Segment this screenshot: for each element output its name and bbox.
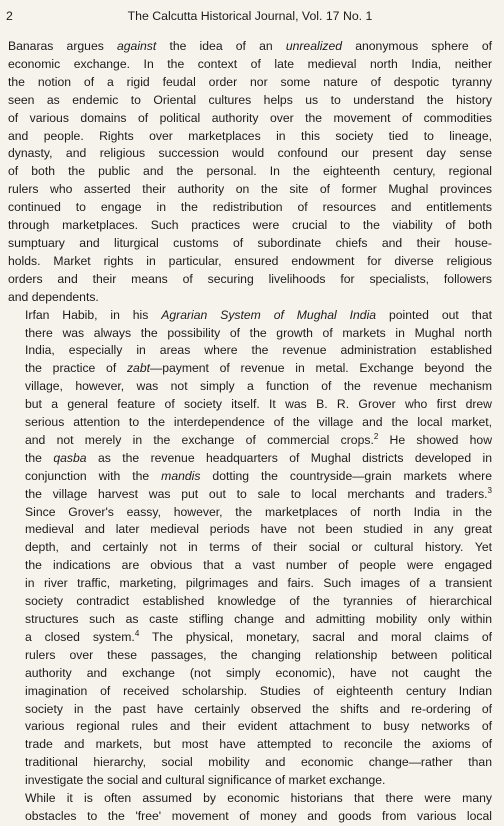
text-line [8,665,492,683]
italic-term: qasba [53,450,87,465]
text-line [8,647,492,665]
text-line [8,790,492,808]
text-run: investigate the social and cultural significance of market exchange. [25,773,386,788]
text-line [8,145,492,163]
paragraph [8,790,492,826]
text-run: medieval and later medieval periods have not been studied in any great [25,522,492,537]
text-line [8,217,492,235]
text-line [8,808,492,826]
text-run: the indications are obvious that a vast number of people were engaged [25,558,492,573]
text-line [8,575,492,593]
text-run: Banaras argues [8,39,117,53]
italic-term: against [116,39,157,53]
text-line [8,360,492,378]
text-line [8,163,492,181]
text-run: conjunction with the [25,468,162,483]
text-run: While it is often assumed by economic historians that there were many [25,791,492,806]
text-run: in river traffic, marketing, pilgrimages and fairs. Such images of a transient [25,576,492,591]
text-run: seen as endemic to Oriental cultures helps us to understand the history [8,92,492,107]
text-run: and dependents. [8,289,99,304]
text-run: imagination of received scholarship. Studies of eighteenth century Indian [25,683,492,698]
text-run: society contradict established knowledge of the tyrannies of hierarchical [25,594,492,609]
text-line [8,504,492,522]
text-run: —payment of revenue in metal. Exchange beyond the [150,361,492,376]
text-run: continued to engage in the redistribution of resources and entitlements [8,200,492,215]
text-run: a closed system. [25,629,135,644]
text-line [8,128,492,146]
text-run: village, however, was not simply a function of the revenue mechanism [25,379,492,394]
text-line [8,557,492,575]
text-line [8,307,492,325]
text-run: The physical, monetary, sacral and moral claims of [139,629,493,644]
text-run: various regional rules and their evident attachment to busy networks of [25,719,492,734]
text-line [8,593,492,611]
text-line [8,271,492,289]
text-run: rulers over these passages, the changing relationship between political [25,647,492,662]
text-run: He showed how [378,432,492,447]
text-line [8,92,492,110]
text-run: the village harvest was put out to sale to local merchants and traders. [25,486,488,501]
text-line [8,74,492,92]
text-run: society in the past have certainly observed the shifts and re-ordering of [25,701,492,716]
text-line [8,432,492,450]
text-run: economic exchange. In the context of late medieval north India, neither [8,56,492,71]
text-line [8,396,492,414]
text-run: Since Grover's eassy, however, the marketplaces of north India in the [25,504,492,519]
text-line [8,414,492,432]
text-run: structures such as caste stifling change and admitting mobility only within [25,612,492,626]
text-line [8,772,492,790]
text-run: rulers who asserted their authority on the site of former Mughal provinces [8,182,492,197]
italic-term: unrealized [285,39,343,53]
text-line [8,736,492,754]
text-line [8,235,492,253]
text-run: trade and markets, but most have attempted to reconcile the axioms of [25,737,492,752]
text-run: depth, and certainly not in terms of their social or cultural history. Yet [25,540,492,555]
text-run: anonymous sphere of [342,39,492,53]
italic-term: mandis [161,468,201,483]
text-line [8,181,492,199]
text-run: holds. Market rights in particular, ensured endowment for diverse religious [8,253,492,268]
text-line [8,56,492,74]
text-run: authority and exchange (not simply economic), have not caught the [25,665,492,680]
footnote-marker: 3 [487,485,492,495]
text-run: the [25,450,54,465]
text-run: as the revenue headquarters of Mughal districts developed in [86,450,492,465]
text-line [8,289,492,307]
paragraph [8,38,492,307]
text-line [8,611,492,629]
text-line [8,342,492,360]
text-run: dotting the countryside—grain markets where [200,468,492,483]
paragraph [8,307,492,790]
text-run: serious attention to the interdependence of the village and the local market, [25,415,492,430]
text-line [8,701,492,719]
text-run: obstacles to the 'free' movement of money and goods from various local [25,808,492,823]
body-text [8,38,492,826]
text-run: traditional hierarchy, social mobility and economic change—rather than [25,755,492,770]
text-line [8,539,492,557]
footnote-marker: 2 [373,431,379,441]
text-run: pointed out that [376,307,492,322]
text-run: and not merely in the exchange of commercial crops. [25,432,374,447]
text-run: India, especially in areas where the revenue administration established [25,343,492,358]
text-line [8,110,492,128]
journal-title: The Calcutta Historical Journal, Vol. 17 No. 1 [127,9,373,23]
footnote-marker: 4 [134,628,140,638]
text-line [8,754,492,772]
text-line [8,325,492,343]
text-run: of various domains of political authority over the movement of commodities [8,110,492,125]
italic-term: zabt [126,361,150,376]
text-run: but a general feature of society itself. It was B. R. Grover who first drew [25,397,492,412]
text-run: the idea of an [156,39,286,53]
text-run: and people. Rights over marketplaces in this society tied to lineage, [8,128,492,143]
text-line [8,378,492,396]
text-line [8,468,492,486]
text-run: Irfan Habib, in his [25,307,162,322]
text-line [8,521,492,539]
text-line [8,683,492,701]
text-run: orders and their means of securing livelihoods for specialists, followers [8,271,492,286]
text-run: the notion of a rigid feudal order nor some nature of despotic tyranny [8,74,492,89]
running-header [6,8,494,24]
text-line [8,450,492,468]
text-run: there was always the possibility of the growth of markets in Mughal north [25,325,492,340]
text-line [8,253,492,271]
italic-term: Agrarian System of Mughal India [161,307,377,322]
text-line [8,199,492,217]
text-line [8,718,492,736]
text-run: dynasty, and religious succession would confound our present day sense [8,146,492,161]
text-line [8,486,492,504]
text-line [8,38,492,56]
text-run: the practice of [25,361,127,376]
text-run: sumptuary and liturgical customs of subordinate chiefs and their house- [8,235,492,250]
page-number: 2 [6,9,13,23]
text-run: of both the public and the personal. In the eighteenth century, regional [8,164,492,179]
text-line [8,629,492,647]
text-run: through marketplaces. Such practices were crucial to the viability of both [8,218,492,233]
